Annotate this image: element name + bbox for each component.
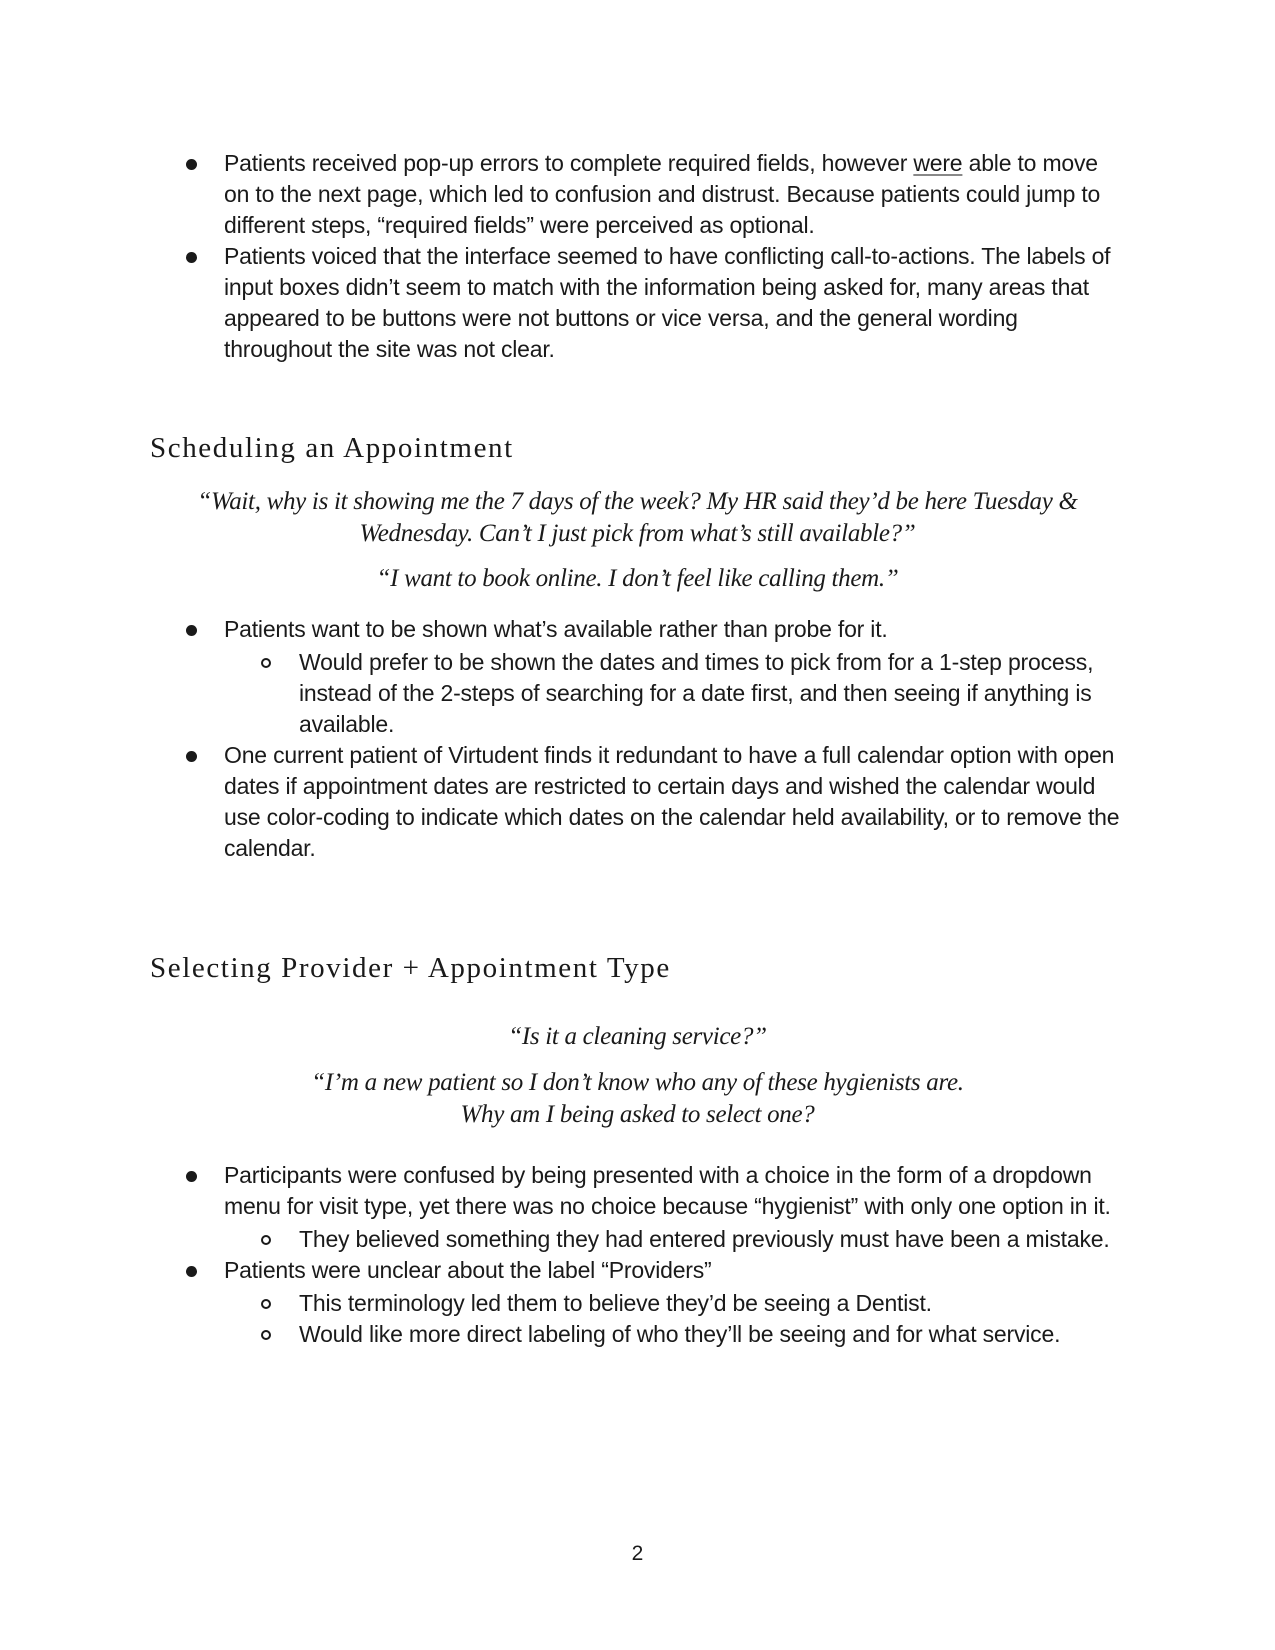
sub-list-item: They believed something they had entered previously must have been a mistake. [224,1224,1125,1255]
sub-bullet-list [224,1288,1125,1350]
provider-bullet-1-text: Participants were confused by being presented with a choice in the form of a dropdown menu for visit type, yet there was no choice because “hygienist” with only one option in it. [224,1160,1125,1222]
scheduling-bullet-1-text: Patients want to be shown what’s available rather than probe for it. [224,614,1125,645]
quote-line: Why am I being asked to select one? [460,1101,815,1128]
intro-bullet-2-text: Patients voiced that the interface seemed to have conflicting call-to-actions. The labels of input boxes didn’t seem to match with the information being asked for, many areas that appeared to be buttons were not buttons or vice versa, and the general wording throughout the site was not clear. [224,241,1125,365]
quote-scheduling-1 [150,486,1125,550]
list-item [0,740,1275,864]
sub-list-item: Would like more direct labeling of who they’ll be seeing and for what service. [224,1319,1125,1350]
page-number: 2 [631,1542,644,1565]
list-item [0,241,1275,365]
sub-bullet-list [224,647,1125,740]
sub-list-item: Would prefer to be shown the dates and times to pick from for a 1-step process, instead of the 2-steps of searching for a date first, and then seeing if anything is available. [224,647,1125,740]
section-heading-provider: Selecting Provider + Appointment Type [150,952,671,984]
quote-line: “I’m a new patient so I don’t know who any of these hygienists are. [311,1069,964,1096]
quote-line: “Wait, why is it showing me the 7 days of the week? My HR said they’d be here Tuesday & [197,488,1078,515]
scheduling-bullet-2-text: One current patient of Virtudent finds it redundant to have a full calendar option with open dates if appointment dates are restricted to certain days and wished the calendar would use color-coding to indicate which dates on the calendar held availability, or to remove the calendar. [224,740,1125,864]
quote-line: Wednesday. Can’t I just pick from what’s still available?” [359,520,916,547]
list-item [0,1255,1275,1350]
intro-bullet-1-text: Patients received pop-up errors to complete required fields, however were able to move on to the next page, which led to confusion and distrust. Because patients could jump to different steps, “required fields” were perceived as optional. [224,148,1125,241]
scheduling-bullet-list [0,614,1275,864]
underlined-word: were [913,150,963,176]
list-item [0,1160,1275,1255]
provider-bullet-2-text: Patients were unclear about the label “Providers” [224,1255,1125,1286]
list-item [0,614,1275,740]
quote-provider-2 [150,1067,1125,1131]
list-item [0,148,1275,241]
quote-provider-1: “Is it a cleaning service?” [508,1023,767,1050]
provider-bullet-list [0,1160,1275,1350]
sub-bullet-list [224,1224,1125,1255]
intro-bullet-list [0,148,1275,365]
sub-list-item: This terminology led them to believe they’d be seeing a Dentist. [224,1288,1125,1319]
quote-scheduling-2: “I want to book online. I don’t feel like calling them.” [376,565,899,592]
section-heading-scheduling: Scheduling an Appointment [150,432,514,464]
